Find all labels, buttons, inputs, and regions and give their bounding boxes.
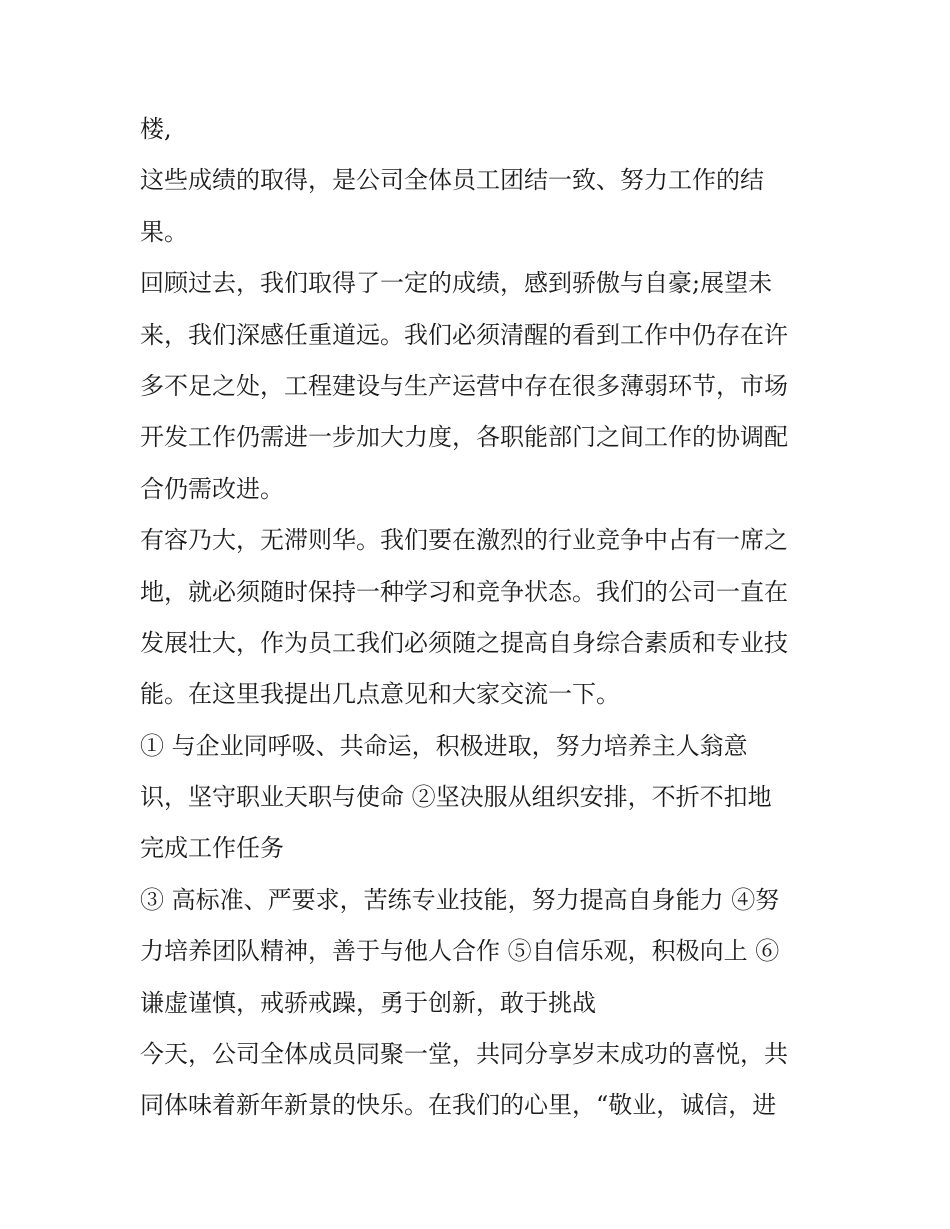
text-line: 多不足之处，工程建设与生产运营中存在很多薄弱环节，市场 [140,371,788,400]
text-line: 能。在这里我提出几点意见和大家交流一下。 [140,680,620,709]
text-line: 果。 [140,217,188,246]
text-line: 合仍需改进。 [140,474,284,503]
text-line: 谦虚谨慎，戒骄戒躁，勇于创新，敢于挑战 [140,988,596,1017]
text-line: 完成工作任务 [140,834,284,863]
text-line: 这些成绩的取得，是公司全体员工团结一致、努力工作的结 [140,166,764,195]
text-line: 地，就必须随时保持一种学习和竞争状态。我们的公司一直在 [140,577,788,606]
text-line: 开发工作仍需进一步加大力度，各职能部门之间工作的协调配 [140,423,788,452]
text-line: ① 与企业同呼吸、共命运，积极进取，努力培养主人翁意 [140,731,748,760]
text-line: 识，坚守职业天职与使命 ②坚决服从组织安排，不折不扣地 [140,783,772,812]
text-line: 来，我们深感任重道远。我们必须清醒的看到工作中仍存在许 [140,320,788,349]
text-line: 力培养团队精神，善于与他人合作 ⑤自信乐观，积极向上 ⑥ [140,937,780,966]
text-line: 发展壮大，作为员工我们必须随之提高自身综合素质和专业技 [140,628,788,657]
text-line: 回顾过去，我们取得了一定的成绩，感到骄傲与自豪;展望未 [140,269,773,298]
text-line: ③ 高标准、严要求，苦练专业技能，努力提高自身能力 ④努 [140,885,780,914]
text-line: 同体味着新年新景的快乐。在我们的心里，“敬业，诚信，进 [140,1091,777,1120]
text-line: 楼, [140,115,172,143]
text-line: 今天，公司全体成员同聚一堂，共同分享岁末成功的喜悦，共 [140,1040,788,1069]
text-line: 有容乃大，无滞则华。我们要在激烈的行业竞争中占有一席之 [140,526,788,555]
body-text [140,104,820,1132]
